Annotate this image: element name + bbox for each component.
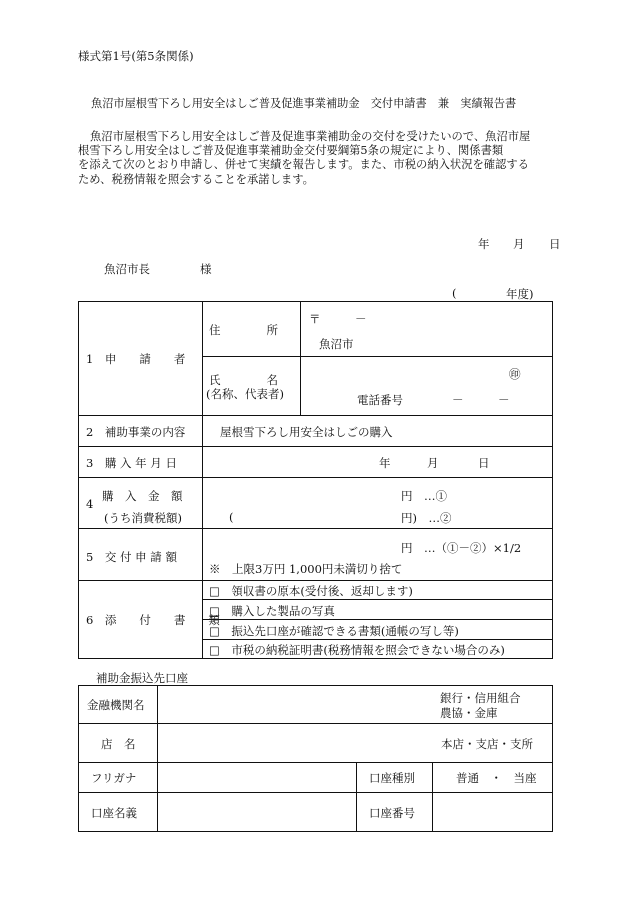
furigana-label: フリガナ: [91, 771, 137, 785]
account-number-label: 口座番号: [369, 806, 415, 820]
date-month: 月: [513, 237, 525, 251]
grant-note: ※ 上限3万円 1,000円未満切り捨て: [209, 562, 403, 576]
phone-label: 電話番号: [357, 393, 403, 407]
attachment-checkbox-tax-cert[interactable]: □ 市税の納税証明書(税務情報を照会できない場合のみ): [209, 643, 505, 657]
institution-label: 金融機関名: [87, 698, 145, 712]
grant-label: 5 交 付 申 請 額: [86, 550, 177, 564]
institution-field[interactable]: [160, 688, 430, 720]
form-number: 様式第1号(第5条関係): [78, 49, 194, 63]
purchase-date-month[interactable]: 月: [427, 456, 439, 470]
addressee-honorific: 様: [200, 262, 212, 276]
content-label: 2 補助事業の内容: [86, 425, 186, 439]
account-holder-field[interactable]: [160, 796, 352, 828]
purchase-date-day[interactable]: 日: [478, 456, 490, 470]
intro-line-2: 根雪下ろし用安全はしご普及促進事業補助金交付要綱第5条の規定により、関係書類: [78, 144, 504, 158]
attachment-checkbox-photo[interactable]: □ 購入した製品の写真: [209, 604, 335, 618]
amount-field[interactable]: 円 …①: [401, 489, 447, 503]
fiscal-year-open: (: [452, 286, 457, 300]
phone-field[interactable]: － －: [452, 393, 510, 407]
tax-field[interactable]: 円) …②: [401, 511, 452, 525]
applicant-label: 1 申 請 者: [86, 352, 186, 366]
amount-row-number: 4: [86, 497, 94, 511]
grant-amount-field[interactable]: 円 …（①－②）×1/2: [401, 541, 522, 555]
furigana-field[interactable]: [160, 765, 352, 790]
attachment-checkbox-receipt[interactable]: □ 領収書の原本(受付後、返却します): [209, 584, 413, 598]
institution-types-2: 農協・金庫: [440, 706, 498, 720]
address-city: 魚沼市: [319, 337, 354, 351]
branch-label: 店 名: [101, 737, 136, 751]
intro-line-1: 魚沼市屋根雪下ろし用安全はしご普及促進事業補助金の交付を受けたいので、魚沼市屋: [90, 130, 531, 143]
tax-label: (うち消費税額): [104, 511, 182, 525]
account-holder-label: 口座名義: [91, 806, 137, 820]
amount-label: 購 入 金 額: [102, 489, 183, 503]
account-type-options[interactable]: 普通 ・ 当座: [456, 771, 537, 785]
account-number-field[interactable]: [436, 796, 548, 828]
institution-types-1: 銀行・信用組合: [440, 691, 521, 705]
content-value: 屋根雪下ろし用安全はしごの購入: [220, 425, 393, 439]
purchase-date-label: 3 購 入 年 月 日: [86, 456, 177, 470]
seal-mark: ㊞: [509, 367, 521, 381]
name-label-sub: (名称、代表者): [206, 387, 284, 401]
attachments-label: 6 添 付 書 類: [86, 613, 220, 627]
address-label: 住 所: [209, 323, 278, 337]
postal-code-field[interactable]: 〒 －: [309, 312, 367, 326]
intro-line-4: ため、税務情報を照会することを承諾します。: [78, 172, 314, 186]
intro-line-3: を添えて次のとおり申請し、併せて実績を報告します。また、市税の納入状況を確認する: [78, 158, 529, 172]
intro-paragraph: [78, 130, 558, 187]
addressee-name: 魚沼市長: [104, 262, 150, 276]
attachment-checkbox-bankbook[interactable]: □ 振込先口座が確認できる書類(通帳の写し等): [209, 624, 459, 638]
branch-types: 本店・支店・支所: [441, 737, 533, 751]
account-type-label: 口座種別: [369, 771, 415, 785]
date-year: 年: [478, 237, 490, 251]
document-title: 魚沼市屋根雪下ろし用安全はしご普及促進事業補助金 交付申請書 兼 実績報告書: [91, 97, 517, 110]
date-day: 日: [549, 237, 561, 251]
bank-heading: 補助金振込先口座: [96, 671, 188, 685]
name-label: 氏 名: [209, 373, 278, 387]
purchase-date-year[interactable]: 年: [379, 456, 391, 470]
fiscal-year-label: 年度): [506, 287, 534, 301]
tax-open-paren: (: [229, 510, 234, 524]
branch-field[interactable]: [160, 727, 430, 759]
